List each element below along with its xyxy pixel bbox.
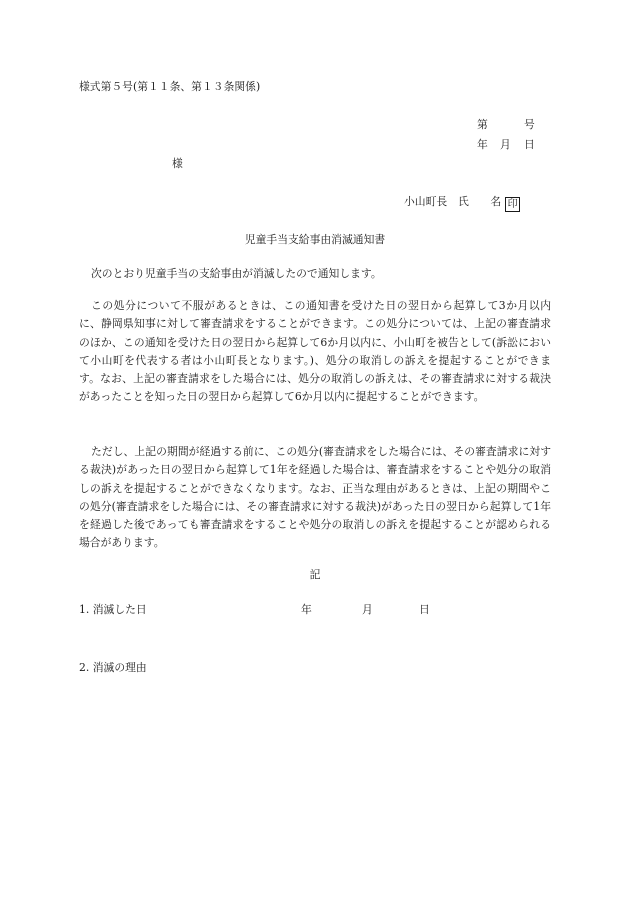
item-extinction-date-day: 日 [419, 603, 430, 616]
ki-heading: 記 [309, 568, 321, 581]
form-number: 様式第５号(第１１条、第１３条関係) [79, 80, 261, 93]
issue-date-year: 年 [477, 138, 488, 151]
issuer-name: 小山町長 氏 名 [404, 195, 502, 208]
document-title: 児童手当支給事由消滅通知書 [244, 233, 386, 246]
lead-sentence: 次のとおり児童手当の支給事由が消滅したので通知します。 [91, 267, 382, 280]
document-number-suffix: 号 [524, 118, 535, 131]
appeal-paragraph: この処分について不服があるときは、この通知書を受けた日の翌日から起算して3か月以内に、静岡県知事に対して審査請求をすることができます。この処分については、上記の審査請求のほか、この通知を受けた日の翌日から起算して6か月以内に、小山町を被告として(訴訟において小山町を代表する者は小山町長となります。)、処分の取消しの訴えを提起することができます。なお、上記の審査請求をした場合には、処分の取消しの訴えは、その審査請求に対する裁決があったことを知った日の翌日から起算して6か月以内に提起することができます。 [79, 299, 551, 404]
item-extinction-date-month: 月 [362, 603, 373, 616]
document-number-prefix: 第 [477, 118, 488, 131]
issue-date-day: 日 [524, 138, 535, 151]
item-extinction-date-label: 1. 消滅した日 [79, 603, 147, 616]
item-extinction-reason-label: 2. 消滅の理由 [79, 661, 147, 674]
issue-date-month: 月 [500, 138, 511, 151]
proviso-paragraph: ただし、上記の期間が経過する前に、この処分(審査請求をした場合には、その審査請求に対する裁決)があった日の翌日から起算して1年を経過した場合は、審査請求をすることや処分の取消しの訴えを提起することができなくなります。なお、正当な理由があるときは、上記の期間やこの処分(審査請求をした場合には、その審査請求に対する裁決)があった日の翌日から起算して1年を経過した後であっても審査請求をすることや処分の取消しの訴えを提起することが認められる場合があります。 [79, 445, 551, 550]
seal-mark: 印 [505, 197, 520, 212]
item-extinction-date-year: 年 [301, 603, 312, 616]
issuer-line [404, 194, 520, 212]
addressee-suffix: 様 [172, 157, 183, 170]
